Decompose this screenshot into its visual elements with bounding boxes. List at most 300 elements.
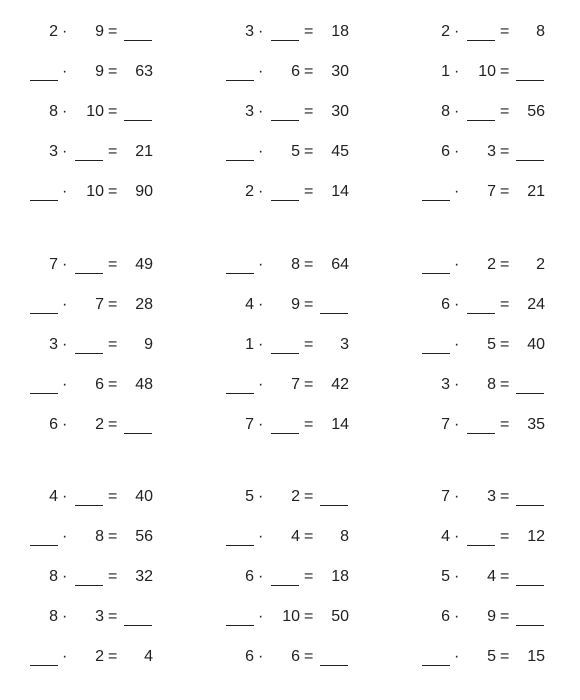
product-blank[interactable] <box>319 625 349 665</box>
times-symbol: · <box>258 376 264 393</box>
equals-symbol: = <box>500 23 510 40</box>
answer-line[interactable] <box>422 665 450 666</box>
second-factor <box>74 160 104 200</box>
times-symbol: · <box>258 608 264 625</box>
multiplication-problem <box>422 353 562 393</box>
product-value: 8 <box>536 23 545 40</box>
first-factor-blank[interactable] <box>30 505 58 545</box>
second-factor <box>270 353 300 393</box>
first-factor-value: 4 <box>245 296 254 313</box>
answer-line[interactable] <box>271 200 299 201</box>
equals-symbol: = <box>108 63 118 80</box>
times-sign <box>62 625 72 665</box>
multiplication-problem <box>30 585 170 625</box>
product-blank[interactable] <box>123 393 153 433</box>
equals-sign <box>500 393 514 433</box>
multiplication-problem <box>30 273 170 313</box>
multiplication-problem <box>226 625 366 665</box>
product-value: 2 <box>536 256 545 273</box>
equals-symbol: = <box>304 568 314 585</box>
times-symbol: · <box>454 63 460 80</box>
times-symbol: · <box>62 376 68 393</box>
second-factor-value: 9 <box>95 23 104 40</box>
equals-sign <box>108 40 122 80</box>
first-factor-value: 6 <box>441 143 450 160</box>
second-factor-value: 4 <box>487 568 496 585</box>
times-symbol: · <box>62 103 68 120</box>
equals-symbol: = <box>500 528 510 545</box>
multiplication-problem <box>226 160 366 200</box>
product <box>123 273 153 313</box>
times-sign <box>258 625 268 665</box>
equals-symbol: = <box>500 568 510 585</box>
multiplication-problem <box>30 80 170 120</box>
equals-symbol: = <box>500 296 510 313</box>
equals-symbol: = <box>108 488 118 505</box>
multiplication-problem <box>226 353 366 393</box>
equals-sign <box>500 545 514 585</box>
first-factor-blank[interactable] <box>422 313 450 353</box>
equals-symbol: = <box>304 143 314 160</box>
second-factor-blank[interactable] <box>74 120 104 160</box>
second-factor-blank[interactable] <box>74 233 104 273</box>
equals-symbol: = <box>108 528 118 545</box>
equals-symbol: = <box>304 608 314 625</box>
product-blank[interactable] <box>319 273 349 313</box>
second-factor-value: 9 <box>487 608 496 625</box>
first-factor-blank[interactable] <box>422 625 450 665</box>
multiplication-problem <box>422 80 562 120</box>
product <box>123 505 153 545</box>
second-factor-value: 3 <box>487 143 496 160</box>
times-symbol: · <box>258 488 264 505</box>
answer-line[interactable] <box>124 433 152 434</box>
times-symbol: · <box>258 648 264 665</box>
second-factor-value: 6 <box>291 63 300 80</box>
first-factor-blank[interactable] <box>422 233 450 273</box>
product <box>515 233 545 273</box>
product-value: 45 <box>331 143 349 160</box>
equals-sign <box>500 585 514 625</box>
equals-sign <box>500 120 514 160</box>
equals-sign <box>500 0 514 40</box>
equals-sign <box>500 465 514 505</box>
first-factor <box>226 625 254 665</box>
first-factor <box>30 313 58 353</box>
equals-symbol: = <box>304 416 314 433</box>
times-sign <box>258 393 268 433</box>
times-sign <box>454 40 464 80</box>
second-factor-value: 2 <box>95 648 104 665</box>
times-sign <box>454 313 464 353</box>
product <box>319 353 349 393</box>
multiplication-problem <box>30 160 170 200</box>
product-value: 40 <box>527 336 545 353</box>
multiplication-problem <box>422 233 562 273</box>
first-factor <box>422 545 450 585</box>
problem-row <box>0 40 580 80</box>
second-factor-value: 8 <box>95 528 104 545</box>
product-blank[interactable] <box>123 585 153 625</box>
product <box>123 625 153 665</box>
times-symbol: · <box>454 183 460 200</box>
first-factor <box>226 160 254 200</box>
times-symbol: · <box>62 488 68 505</box>
multiplication-problem <box>30 313 170 353</box>
product-value: 28 <box>135 296 153 313</box>
multiplication-problem <box>226 273 366 313</box>
product-value: 30 <box>331 103 349 120</box>
second-factor-blank[interactable] <box>466 0 496 40</box>
first-factor-blank[interactable] <box>226 233 254 273</box>
multiplication-problem <box>422 393 562 433</box>
equals-sign <box>304 80 318 120</box>
product <box>319 160 349 200</box>
times-sign <box>258 160 268 200</box>
equals-sign <box>304 545 318 585</box>
multiplication-problem <box>30 465 170 505</box>
equals-symbol: = <box>304 528 314 545</box>
product <box>123 465 153 505</box>
equals-symbol: = <box>500 608 510 625</box>
equals-sign <box>108 545 122 585</box>
product <box>319 40 349 80</box>
multiplication-problem <box>422 313 562 353</box>
equals-symbol: = <box>304 488 314 505</box>
times-sign <box>454 233 464 273</box>
times-sign <box>258 505 268 545</box>
multiplication-problem <box>226 585 366 625</box>
first-factor-value: 7 <box>49 256 58 273</box>
product-blank[interactable] <box>515 353 545 393</box>
first-factor-blank[interactable] <box>226 585 254 625</box>
multiplication-problem <box>30 545 170 585</box>
first-factor <box>30 233 58 273</box>
equals-sign <box>108 273 122 313</box>
times-sign <box>62 393 72 433</box>
equals-sign <box>304 313 318 353</box>
product-value: 32 <box>135 568 153 585</box>
product-value: 18 <box>331 568 349 585</box>
equals-symbol: = <box>500 336 510 353</box>
times-sign <box>454 80 464 120</box>
times-sign <box>258 353 268 393</box>
product <box>515 625 545 665</box>
first-factor-value: 8 <box>49 608 58 625</box>
times-symbol: · <box>258 416 264 433</box>
first-factor-value: 5 <box>245 488 254 505</box>
times-symbol: · <box>62 608 68 625</box>
product-value: 4 <box>144 648 153 665</box>
first-factor-blank[interactable] <box>422 160 450 200</box>
first-factor-value: 5 <box>441 568 450 585</box>
first-factor <box>422 353 450 393</box>
answer-line[interactable] <box>30 665 58 666</box>
equals-sign <box>500 313 514 353</box>
first-factor-blank[interactable] <box>30 273 58 313</box>
second-factor-blank[interactable] <box>270 80 300 120</box>
times-symbol: · <box>454 336 460 353</box>
product-blank[interactable] <box>123 0 153 40</box>
second-factor-value: 7 <box>95 296 104 313</box>
times-sign <box>454 393 464 433</box>
second-factor-blank[interactable] <box>270 160 300 200</box>
product <box>319 120 349 160</box>
second-factor <box>270 505 300 545</box>
times-sign <box>454 353 464 393</box>
first-factor-value: 6 <box>441 296 450 313</box>
multiplication-problem <box>226 505 366 545</box>
first-factor-value: 3 <box>49 143 58 160</box>
problem-row <box>0 465 580 505</box>
first-factor <box>226 465 254 505</box>
equals-sign <box>500 505 514 545</box>
second-factor-blank[interactable] <box>74 313 104 353</box>
equals-sign <box>108 80 122 120</box>
times-sign <box>258 0 268 40</box>
equals-sign <box>500 353 514 393</box>
first-factor-blank[interactable] <box>30 353 58 393</box>
problem-row <box>0 545 580 585</box>
equals-sign <box>304 40 318 80</box>
first-factor <box>422 80 450 120</box>
equals-symbol: = <box>304 256 314 273</box>
product-blank[interactable] <box>319 465 349 505</box>
second-factor <box>270 585 300 625</box>
equals-sign <box>304 465 318 505</box>
second-factor <box>270 233 300 273</box>
answer-line[interactable] <box>422 200 450 201</box>
first-factor-blank[interactable] <box>30 40 58 80</box>
product-blank[interactable] <box>123 80 153 120</box>
multiplication-problem <box>422 40 562 80</box>
product <box>123 353 153 393</box>
second-factor-value: 9 <box>95 63 104 80</box>
first-factor-value: 4 <box>441 528 450 545</box>
product <box>319 233 349 273</box>
second-factor <box>74 40 104 80</box>
second-factor-blank[interactable] <box>466 505 496 545</box>
second-factor <box>466 625 496 665</box>
answer-line[interactable] <box>30 200 58 201</box>
times-sign <box>258 465 268 505</box>
equals-sign <box>108 313 122 353</box>
product <box>515 505 545 545</box>
first-factor-blank[interactable] <box>226 120 254 160</box>
times-sign <box>62 233 72 273</box>
product-value: 50 <box>331 608 349 625</box>
equals-sign <box>304 0 318 40</box>
multiplication-problem <box>30 625 170 665</box>
multiplication-problem <box>226 40 366 80</box>
times-symbol: · <box>258 183 264 200</box>
times-symbol: · <box>258 528 264 545</box>
multiplication-problem <box>422 545 562 585</box>
times-sign <box>62 313 72 353</box>
answer-line[interactable] <box>467 433 495 434</box>
first-factor-value: 8 <box>49 103 58 120</box>
first-factor <box>226 313 254 353</box>
product-value: 14 <box>331 183 349 200</box>
first-factor-value: 8 <box>441 103 450 120</box>
times-sign <box>62 353 72 393</box>
equals-symbol: = <box>500 183 510 200</box>
times-symbol: · <box>454 143 460 160</box>
times-sign <box>454 273 464 313</box>
equals-symbol: = <box>108 143 118 160</box>
times-sign <box>454 465 464 505</box>
second-factor-blank[interactable] <box>270 0 300 40</box>
equals-sign <box>304 120 318 160</box>
second-factor-value: 8 <box>487 376 496 393</box>
second-factor <box>74 393 104 433</box>
product <box>319 585 349 625</box>
second-factor-value: 3 <box>95 608 104 625</box>
times-symbol: · <box>258 143 264 160</box>
product-value: 8 <box>340 528 349 545</box>
times-symbol: · <box>62 183 68 200</box>
times-sign <box>258 120 268 160</box>
second-factor <box>74 80 104 120</box>
product <box>515 160 545 200</box>
equals-symbol: = <box>304 183 314 200</box>
first-factor-blank[interactable] <box>226 40 254 80</box>
second-factor-value: 6 <box>291 648 300 665</box>
equals-symbol: = <box>108 296 118 313</box>
second-factor <box>74 505 104 545</box>
first-factor <box>30 393 58 433</box>
product-value: 56 <box>135 528 153 545</box>
first-factor <box>422 0 450 40</box>
product <box>319 80 349 120</box>
second-factor-blank[interactable] <box>466 80 496 120</box>
equals-symbol: = <box>108 416 118 433</box>
multiplication-problem <box>422 0 562 40</box>
product <box>515 80 545 120</box>
times-sign <box>258 80 268 120</box>
problem-block <box>0 465 580 665</box>
first-factor-value: 1 <box>441 63 450 80</box>
equals-symbol: = <box>500 488 510 505</box>
product-value: 56 <box>527 103 545 120</box>
multiplication-problem <box>422 120 562 160</box>
times-symbol: · <box>454 416 460 433</box>
second-factor <box>74 625 104 665</box>
second-factor <box>270 625 300 665</box>
product-blank[interactable] <box>515 465 545 505</box>
second-factor-blank[interactable] <box>466 273 496 313</box>
times-symbol: · <box>62 63 68 80</box>
multiplication-problem <box>226 233 366 273</box>
equals-sign <box>304 585 318 625</box>
times-symbol: · <box>454 256 460 273</box>
product-blank[interactable] <box>515 40 545 80</box>
equals-sign <box>108 353 122 393</box>
first-factor-value: 3 <box>245 103 254 120</box>
problem-row <box>0 120 580 160</box>
equals-sign <box>304 233 318 273</box>
second-factor <box>270 273 300 313</box>
answer-line[interactable] <box>271 433 299 434</box>
problem-row <box>0 625 580 665</box>
first-factor-value: 3 <box>245 23 254 40</box>
second-factor-value: 8 <box>291 256 300 273</box>
problem-row <box>0 80 580 120</box>
times-symbol: · <box>454 648 460 665</box>
times-symbol: · <box>454 376 460 393</box>
product-blank[interactable] <box>515 585 545 625</box>
product <box>123 313 153 353</box>
times-symbol: · <box>62 528 68 545</box>
first-factor <box>226 273 254 313</box>
times-sign <box>62 505 72 545</box>
multiplication-problem <box>30 393 170 433</box>
second-factor-blank[interactable] <box>466 393 496 433</box>
product <box>319 505 349 545</box>
second-factor-blank[interactable] <box>74 545 104 585</box>
second-factor-blank[interactable] <box>270 313 300 353</box>
second-factor <box>74 353 104 393</box>
times-symbol: · <box>454 23 460 40</box>
first-factor-blank[interactable] <box>226 353 254 393</box>
second-factor <box>466 40 496 80</box>
second-factor-blank[interactable] <box>270 393 300 433</box>
equals-sign <box>108 585 122 625</box>
second-factor <box>466 585 496 625</box>
first-factor-value: 6 <box>441 608 450 625</box>
problem-block <box>0 0 580 200</box>
equals-symbol: = <box>108 23 118 40</box>
product <box>123 160 153 200</box>
second-factor-blank[interactable] <box>74 465 104 505</box>
product-value: 3 <box>340 336 349 353</box>
times-sign <box>62 0 72 40</box>
equals-symbol: = <box>304 23 314 40</box>
times-sign <box>454 120 464 160</box>
first-factor-value: 6 <box>49 416 58 433</box>
second-factor-value: 10 <box>282 608 300 625</box>
product-blank[interactable] <box>515 545 545 585</box>
product <box>319 313 349 353</box>
equals-sign <box>304 625 318 665</box>
times-symbol: · <box>62 23 68 40</box>
first-factor-value: 7 <box>245 416 254 433</box>
product <box>515 393 545 433</box>
equals-symbol: = <box>500 103 510 120</box>
equals-sign <box>108 0 122 40</box>
first-factor <box>226 0 254 40</box>
first-factor-blank[interactable] <box>30 160 58 200</box>
equals-symbol: = <box>500 376 510 393</box>
problem-row <box>0 233 580 273</box>
multiplication-problem <box>422 465 562 505</box>
first-factor-blank[interactable] <box>226 505 254 545</box>
product-value: 21 <box>135 143 153 160</box>
second-factor-value: 9 <box>291 296 300 313</box>
first-factor <box>422 120 450 160</box>
second-factor <box>466 120 496 160</box>
second-factor-blank[interactable] <box>270 545 300 585</box>
first-factor <box>30 585 58 625</box>
times-symbol: · <box>454 608 460 625</box>
first-factor-blank[interactable] <box>30 625 58 665</box>
product-blank[interactable] <box>515 120 545 160</box>
first-factor <box>422 505 450 545</box>
product-value: 40 <box>135 488 153 505</box>
multiplication-problem <box>226 80 366 120</box>
answer-line[interactable] <box>320 665 348 666</box>
times-sign <box>454 545 464 585</box>
